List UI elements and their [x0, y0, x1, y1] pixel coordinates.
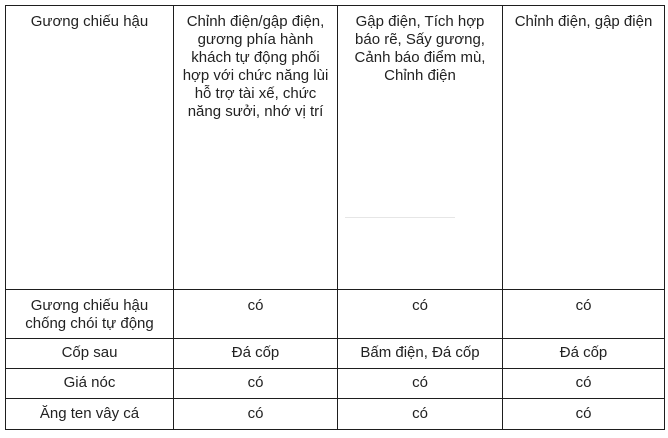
grid-line	[5, 289, 664, 290]
table-cell: có	[247, 374, 264, 391]
grid-line	[5, 398, 664, 399]
row-label: Cốp sau	[61, 344, 118, 361]
row-label: Giá nóc	[63, 374, 116, 391]
table-cell: Đá cốp	[559, 344, 608, 361]
row-label: Gương chiếu hậu chống chói tự động	[25, 297, 154, 332]
header-cell: Gương chiếu hậu	[30, 13, 149, 30]
grid-line	[664, 5, 665, 430]
table-cell: có	[575, 405, 592, 422]
grid-line	[5, 368, 664, 369]
grid-line	[5, 5, 664, 6]
table-cell: Bấm điện, Đá cốp	[360, 344, 480, 361]
grid-line	[5, 5, 6, 430]
row-label: Ăng ten vây cá	[39, 405, 140, 422]
table-cell: có	[412, 374, 428, 391]
grid-line	[502, 5, 503, 430]
table-cell: có	[412, 405, 428, 422]
table-cell: Đá cốp	[231, 344, 280, 361]
grid-line	[5, 429, 664, 430]
table-cell: có	[412, 297, 428, 314]
grid-line	[5, 338, 664, 339]
table-cell: có	[575, 297, 592, 314]
table-cell: có	[247, 405, 264, 422]
header-cell: Chỉnh điện/gập điện, gương phía hành khách tự động phối hợp với chức năng lùi hỗ trợ tài xế, chức năng sưởi, nhớ vị trí	[182, 13, 329, 120]
header-cell: Gập điện, Tích hợp báo rẽ, Sấy gương, Cảnh báo điểm mù, Chỉnh điện	[354, 13, 486, 84]
header-cell: Chỉnh điện, gập điện	[514, 13, 653, 30]
divider	[345, 217, 455, 218]
table-cell: có	[247, 297, 264, 314]
table-cell: có	[575, 374, 592, 391]
